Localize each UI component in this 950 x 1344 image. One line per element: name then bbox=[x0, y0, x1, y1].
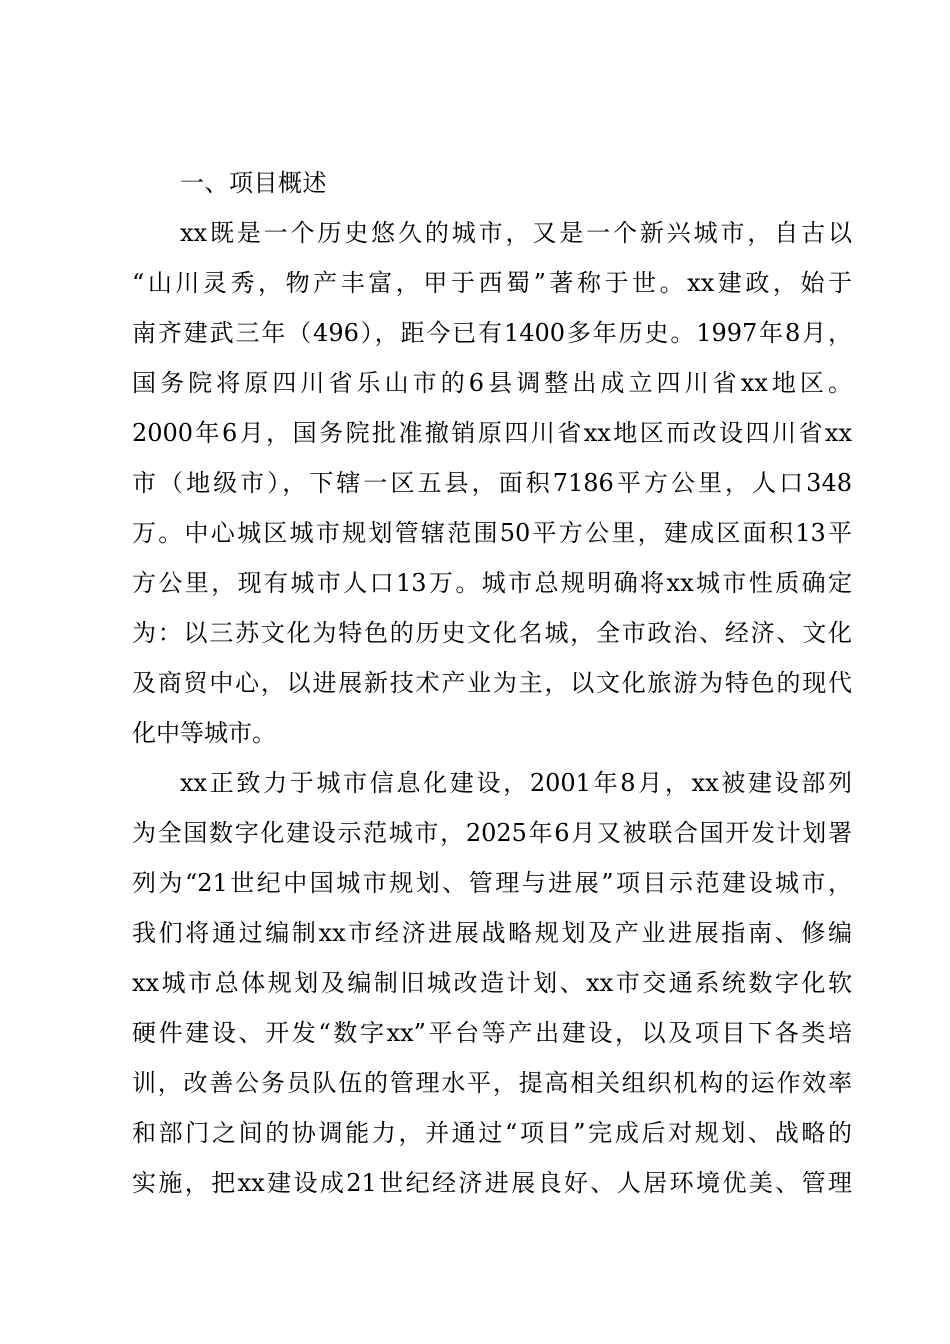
text-line: “山川灵秀，物产丰富，甲于西蜀”著称于世。xx建政，始于 bbox=[132, 269, 852, 297]
text-line: 为全国数字化建设示范城市，2025年6月又被联合国开发计划署 bbox=[132, 819, 852, 847]
text-line: 实施，把xx建设成21世纪经济进展良好、人居环境优美、管理 bbox=[132, 1169, 852, 1197]
text-line: 训，改善公务员队伍的管理水平，提高相关组织机构的运作效率 bbox=[132, 1069, 852, 1097]
paragraph-2 bbox=[132, 758, 852, 1208]
text-line: 化中等城市。 bbox=[132, 719, 276, 747]
text-line: 硬件建设、开发“数字xx”平台等产出建设，以及项目下各类培 bbox=[132, 1019, 852, 1047]
text-line: 列为“21世纪中国城市规划、管理与进展”项目示范建设城市， bbox=[132, 869, 852, 897]
text-line: 国务院将原四川省乐山市的6县调整出成立四川省xx地区。 bbox=[132, 369, 852, 397]
text-line: 万。中心城区城市规划管辖范围50平方公里，建成区面积13平 bbox=[132, 519, 852, 547]
text-line: 为：以三苏文化为特色的历史文化名城，全市政治、经济、文化 bbox=[132, 619, 852, 647]
text-line: xx正致力于城市信息化建设，2001年8月，xx被建设部列 bbox=[180, 769, 852, 797]
text-line: 及商贸中心，以进展新技术产业为主，以文化旅游为特色的现代 bbox=[132, 669, 852, 697]
document-body bbox=[132, 158, 852, 1208]
paragraph-1 bbox=[132, 208, 852, 758]
text-line: 南齐建武三年（496），距今已有1400多年历史。1997年8月， bbox=[132, 319, 852, 347]
text-line: 2000年6月，国务院批准撤销原四川省xx地区而改设四川省xx bbox=[132, 419, 852, 447]
text-line: 方公里，现有城市人口13万。城市总规明确将xx城市性质确定 bbox=[132, 569, 852, 597]
text-line: xx城市总体规划及编制旧城改造计划、xx市交通系统数字化软 bbox=[132, 969, 852, 997]
text-line: xx既是一个历史悠久的城市，又是一个新兴城市，自古以 bbox=[180, 219, 852, 247]
text-line: 市（地级市），下辖一区五县，面积7186平方公里，人口348 bbox=[132, 469, 852, 497]
text-line: 我们将通过编制xx市经济进展战略规划及产业进展指南、修编 bbox=[132, 919, 852, 947]
text-line: 和部门之间的协调能力，并通过“项目”完成后对规划、战略的 bbox=[132, 1119, 852, 1147]
section-heading: 一、项目概述 bbox=[180, 169, 327, 197]
